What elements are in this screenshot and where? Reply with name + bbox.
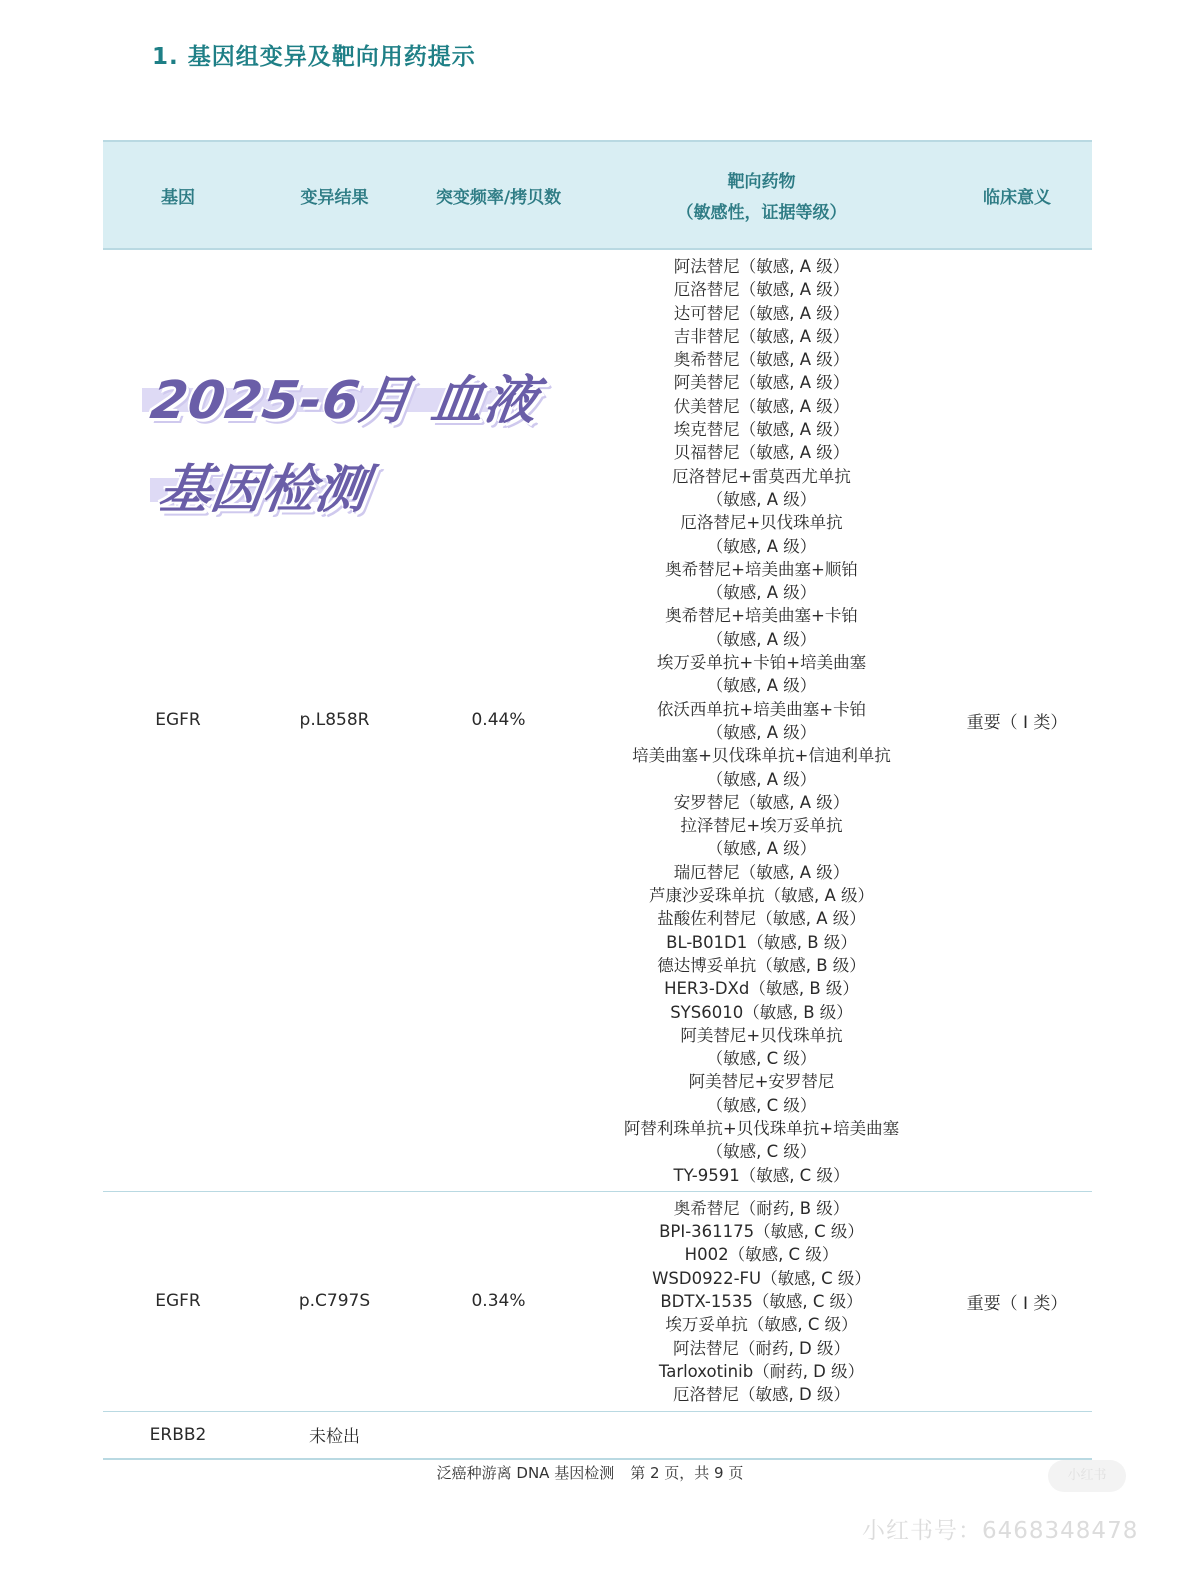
- drug-line: 拉泽替尼+埃万妥单抗: [680, 816, 843, 836]
- footer-page-number: 第 2 页，共 9 页: [630, 1464, 744, 1482]
- drug-line: 奥希替尼+培美曲塞+顺铂: [665, 559, 858, 579]
- section-title: 1. 基因组变异及靶向用药提示: [152, 44, 476, 70]
- drug-line: 培美曲塞+贝伐珠单抗+信迪利单抗: [632, 746, 891, 766]
- gene-cell: ERBB2: [149, 1424, 207, 1445]
- drugs-cell: [581, 1192, 942, 1411]
- overlay-title-line2: 基因检测: [155, 460, 372, 520]
- drug-line: 厄洛替尼（敏感, A 级）: [673, 280, 850, 300]
- drug-line: （敏感, A 级）: [706, 536, 817, 556]
- drug-line: 安罗替尼（敏感, A 级）: [673, 792, 850, 812]
- platform-user-id: 小红书号：6468348478: [862, 1518, 1139, 1544]
- significance-cell: 重要（ I 类）: [966, 712, 1068, 733]
- drug-line: 厄洛替尼+贝伐珠单抗: [680, 513, 843, 533]
- drug-line: （敏感, A 级）: [706, 583, 817, 603]
- table-header: [103, 140, 1092, 250]
- drug-line: 阿美替尼+安罗替尼: [688, 1072, 835, 1092]
- header-drugs-title: 靶向药物: [727, 172, 796, 192]
- drug-line: 奥希替尼（敏感, A 级）: [673, 350, 850, 370]
- header-gene: 基因: [161, 187, 195, 208]
- drug-line: 达可替尼（敏感, A 级）: [673, 303, 850, 323]
- drug-line: WSD0922-FU（敏感, C 级）: [652, 1268, 871, 1288]
- drug-line: BPI-361175（敏感, C 级）: [659, 1222, 864, 1242]
- drug-line: 厄洛替尼（敏感, D 级）: [673, 1385, 850, 1405]
- drugs-cell: [581, 250, 942, 1191]
- significance-cell: 重要（ I 类）: [966, 1293, 1068, 1314]
- platform-logo: 小红书: [1048, 1460, 1126, 1492]
- drug-line: 芦康沙妥珠单抗（敏感, A 级）: [648, 886, 875, 906]
- table-row: [103, 1192, 1092, 1412]
- overlay-title-line1: 2025-6月 血液: [147, 371, 543, 431]
- drug-line: 阿美替尼（敏感, A 级）: [673, 373, 850, 393]
- drug-line: BL-B01D1（敏感, B 级）: [666, 932, 857, 952]
- result-cell: 未检出: [309, 1427, 360, 1448]
- drug-line: 吉非替尼（敏感, A 级）: [673, 326, 850, 346]
- drug-line: （敏感, A 级）: [706, 839, 817, 859]
- drug-line: 阿替利珠单抗+贝伐珠单抗+培美曲塞: [623, 1118, 900, 1138]
- table-row: [103, 1412, 1092, 1460]
- drug-line: HER3-DXd（敏感, B 级）: [664, 979, 859, 999]
- drug-line: BDTX-1535（敏感, C 级）: [660, 1292, 863, 1312]
- gene-cell: EGFR: [155, 1291, 201, 1312]
- gene-cell: EGFR: [155, 710, 201, 731]
- drug-line: TY-9591（敏感, C 级）: [673, 1165, 850, 1185]
- drug-line: H002（敏感, C 级）: [684, 1245, 839, 1265]
- drug-line: （敏感, A 级）: [706, 676, 817, 696]
- result-cell: p.L858R: [299, 710, 370, 731]
- header-result: 变异结果: [300, 187, 369, 208]
- header-significance: 临床意义: [983, 187, 1051, 208]
- drug-line: 阿法替尼（敏感, A 级）: [673, 257, 850, 276]
- drug-line: 奥希替尼+培美曲塞+卡铂: [665, 606, 858, 626]
- drug-line: （敏感, A 级）: [706, 722, 817, 742]
- drug-line: （敏感, A 级）: [706, 489, 817, 509]
- drug-line: （敏感, A 级）: [706, 629, 817, 649]
- frequency-cell: 0.44%: [471, 710, 526, 731]
- drug-line: 贝福替尼（敏感, A 级）: [673, 443, 850, 463]
- drug-line: 阿美替尼+贝伐珠单抗: [680, 1025, 843, 1045]
- drug-line: （敏感, A 级）: [706, 769, 817, 789]
- footer-title: 泛癌种游离 DNA 基因检测: [436, 1464, 615, 1482]
- drug-line: （敏感, C 级）: [706, 1095, 817, 1115]
- header-drugs-subtitle: （敏感性，证据等级）: [676, 203, 847, 223]
- gene-variant-table: [103, 140, 1092, 1460]
- drug-line: 奥希替尼（耐药, B 级）: [673, 1198, 850, 1218]
- drug-line: 埃万妥单抗+卡铂+培美曲塞: [656, 653, 867, 673]
- header-frequency: 突变频率/拷贝数: [435, 187, 562, 208]
- frequency-cell: 0.34%: [471, 1291, 526, 1312]
- drug-line: （敏感, C 级）: [706, 1049, 817, 1069]
- header-drugs: [581, 167, 942, 223]
- drug-line: 阿法替尼（耐药, D 级）: [673, 1338, 850, 1358]
- drug-line: 依沃西单抗+培美曲塞+卡铂: [656, 699, 867, 719]
- drug-line: 伏美替尼（敏感, A 级）: [673, 396, 850, 416]
- drug-line: SYS6010（敏感, B 级）: [670, 1002, 853, 1022]
- drug-line: 瑞厄替尼（敏感, A 级）: [673, 862, 850, 882]
- result-cell: p.C797S: [298, 1291, 371, 1312]
- drug-line: 盐酸佐利替尼（敏感, A 级）: [657, 909, 866, 929]
- drug-line: （敏感, C 级）: [706, 1142, 817, 1162]
- drug-line: Tarloxotinib（耐药, D 级）: [658, 1361, 865, 1381]
- page-footer: [0, 1462, 1180, 1483]
- drug-line: 埃万妥单抗（敏感, C 级）: [665, 1315, 858, 1335]
- drug-line: 德达博妥单抗（敏感, B 级）: [657, 955, 866, 975]
- drug-line: 厄洛替尼+雷莫西尤单抗: [672, 466, 851, 486]
- drug-line: 埃克替尼（敏感, A 级）: [673, 420, 850, 440]
